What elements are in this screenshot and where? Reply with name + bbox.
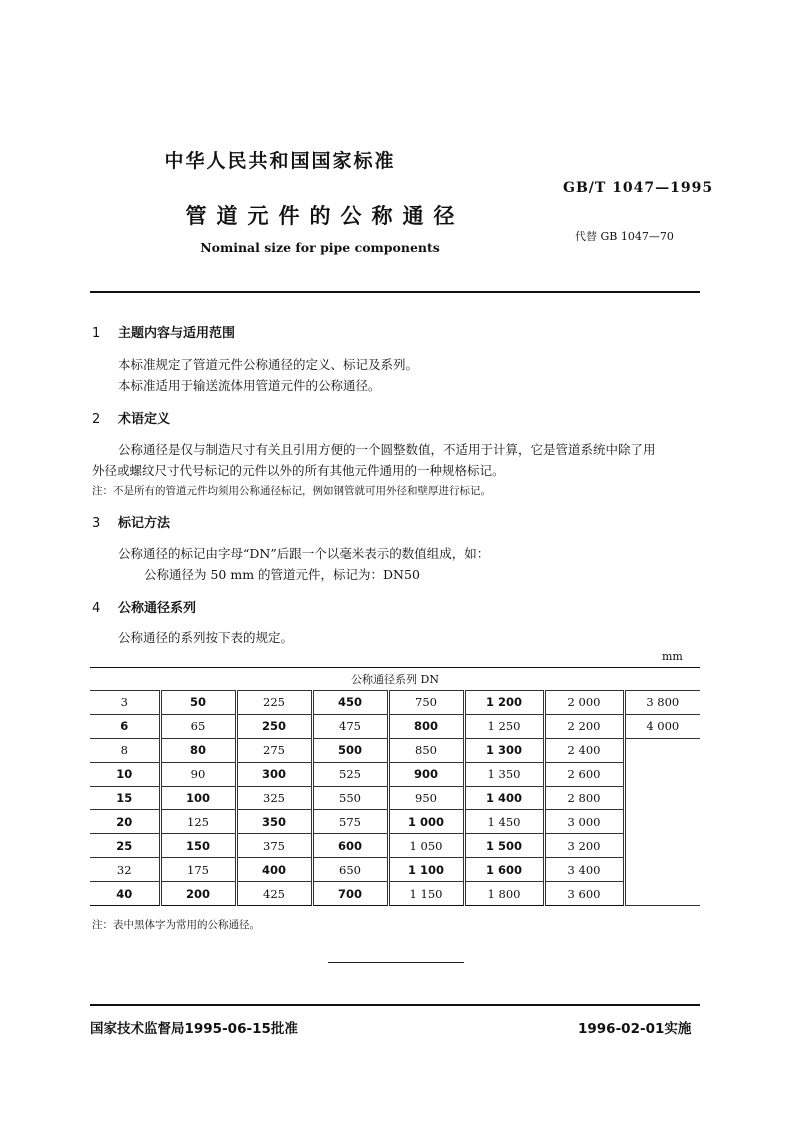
table-cell: 32 <box>90 858 160 882</box>
table-cell: 80 <box>160 738 236 762</box>
table-cell: 175 <box>160 858 236 882</box>
approval-date: 国家技术监督局1995-06-15批准 <box>90 1021 298 1037</box>
table-cell: 2 800 <box>544 786 624 810</box>
section-2-heading <box>92 408 170 427</box>
section-2-note: 注：不是所有的管道元件均须用公称通径标记，例如钢管就可用外径和壁厚进行标记。 <box>92 485 491 497</box>
table-cell: 225 <box>236 691 312 715</box>
table-row <box>90 762 700 786</box>
table-cell: 2 000 <box>544 691 624 715</box>
section-4-paragraph: 公称通径的系列按下表的规定。 <box>118 630 294 645</box>
table-cell: 450 <box>312 691 388 715</box>
table-cell: 1 150 <box>388 882 464 906</box>
table-cell: 400 <box>236 858 312 882</box>
table-cell: 40 <box>90 882 160 906</box>
table-cell: 100 <box>160 786 236 810</box>
table-cell: 50 <box>160 691 236 715</box>
table-row <box>90 858 700 882</box>
section-number: 1 <box>92 326 101 341</box>
table-cell: 700 <box>312 882 388 906</box>
section-number: 3 <box>92 516 101 531</box>
english-title: Nominal size for pipe components <box>200 240 440 255</box>
section-2-paragraph: 外径或螺纹尺寸代号标记的元件以外的所有其他元件通用的一种规格标记。 <box>92 463 505 478</box>
table-cell: 3 400 <box>544 858 624 882</box>
table-cell: 500 <box>312 738 388 762</box>
table-row <box>90 714 700 738</box>
table-empty-cell <box>624 738 700 905</box>
table-cell: 275 <box>236 738 312 762</box>
table-row <box>90 738 700 762</box>
table-cell: 550 <box>312 786 388 810</box>
section-number: 4 <box>92 601 101 616</box>
table-unit: mm <box>662 650 683 663</box>
table-cell: 3 600 <box>544 882 624 906</box>
table-cell: 3 000 <box>544 810 624 834</box>
table-cell: 1 100 <box>388 858 464 882</box>
table-cell: 1 250 <box>464 714 544 738</box>
table-cell: 750 <box>388 691 464 715</box>
table-row <box>90 834 700 858</box>
section-1-paragraph: 本标准适用于输送流体用管道元件的公称通径。 <box>118 378 381 393</box>
table-cell: 900 <box>388 762 464 786</box>
table-cell: 1 300 <box>464 738 544 762</box>
table-cell: 1 000 <box>388 810 464 834</box>
section-title: 主题内容与适用范围 <box>118 326 236 341</box>
table-cell: 8 <box>90 738 160 762</box>
table-cell: 600 <box>312 834 388 858</box>
table-cell: 3 800 <box>624 691 700 715</box>
section-2-paragraph: 公称通径是仅与制造尺寸有关且引用方便的一个圆整数值，不适用于计算，它是管道系统中除了用 <box>118 442 656 457</box>
table-note: 注：表中黑体字为常用的公称通径。 <box>92 919 260 931</box>
table-caption: 公称通径系列 DN <box>90 668 700 691</box>
table-cell: 1 500 <box>464 834 544 858</box>
table-row <box>90 691 700 715</box>
section-3-example: 公称通径为 50 mm 的管道元件，标记为：DN50 <box>144 567 420 582</box>
section-3-paragraph: 公称通径的标记由字母“DN”后跟一个以毫米表示的数值组成，如： <box>118 546 490 561</box>
table-cell: 200 <box>160 882 236 906</box>
section-1-heading <box>92 322 235 341</box>
effective-date: 1996-02-01实施 <box>578 1021 692 1037</box>
table-cell: 650 <box>312 858 388 882</box>
table-cell: 325 <box>236 786 312 810</box>
table-cell: 300 <box>236 762 312 786</box>
table-cell: 150 <box>160 834 236 858</box>
table-row <box>90 810 700 834</box>
table-cell: 3 200 <box>544 834 624 858</box>
end-rule <box>328 962 464 963</box>
section-4-heading <box>92 597 196 616</box>
top-rule <box>90 291 700 293</box>
table-cell: 2 200 <box>544 714 624 738</box>
section-1-paragraph: 本标准规定了管道元件公称通径的定义、标记及系列。 <box>118 357 419 372</box>
table-cell: 4 000 <box>624 714 700 738</box>
table-cell: 2 400 <box>544 738 624 762</box>
section-title: 术语定义 <box>118 412 171 427</box>
table-cell: 1 050 <box>388 834 464 858</box>
section-3-heading <box>92 512 170 531</box>
table-row <box>90 882 700 906</box>
table-cell: 2 600 <box>544 762 624 786</box>
section-title: 标记方法 <box>118 516 171 531</box>
table-cell: 1 350 <box>464 762 544 786</box>
section-title: 公称通径系列 <box>118 601 197 616</box>
replaces-standard: 代替 GB 1047—70 <box>575 230 674 243</box>
table-cell: 425 <box>236 882 312 906</box>
document-title: 管道元件的公称通径 <box>185 203 465 228</box>
table-header-row <box>90 668 700 691</box>
table-cell: 575 <box>312 810 388 834</box>
table-cell: 65 <box>160 714 236 738</box>
table-cell: 350 <box>236 810 312 834</box>
standard-number: GB/T 1047—1995 <box>563 180 714 196</box>
table-cell: 850 <box>388 738 464 762</box>
nominal-size-table <box>90 667 700 906</box>
table-cell: 90 <box>160 762 236 786</box>
table-cell: 1 400 <box>464 786 544 810</box>
table-cell: 1 450 <box>464 810 544 834</box>
table-cell: 15 <box>90 786 160 810</box>
table-cell: 10 <box>90 762 160 786</box>
table-row <box>90 786 700 810</box>
standard-title: 中华人民共和国国家标准 <box>164 150 396 172</box>
bottom-rule <box>90 1004 700 1006</box>
table-cell: 1 800 <box>464 882 544 906</box>
table-cell: 25 <box>90 834 160 858</box>
table-cell: 3 <box>90 691 160 715</box>
table-cell: 475 <box>312 714 388 738</box>
table-cell: 1 200 <box>464 691 544 715</box>
table-cell: 6 <box>90 714 160 738</box>
table-cell: 525 <box>312 762 388 786</box>
table-cell: 20 <box>90 810 160 834</box>
section-number: 2 <box>92 412 101 427</box>
table-cell: 950 <box>388 786 464 810</box>
table-cell: 375 <box>236 834 312 858</box>
table-cell: 125 <box>160 810 236 834</box>
table-cell: 800 <box>388 714 464 738</box>
table-cell: 250 <box>236 714 312 738</box>
table-cell: 1 600 <box>464 858 544 882</box>
